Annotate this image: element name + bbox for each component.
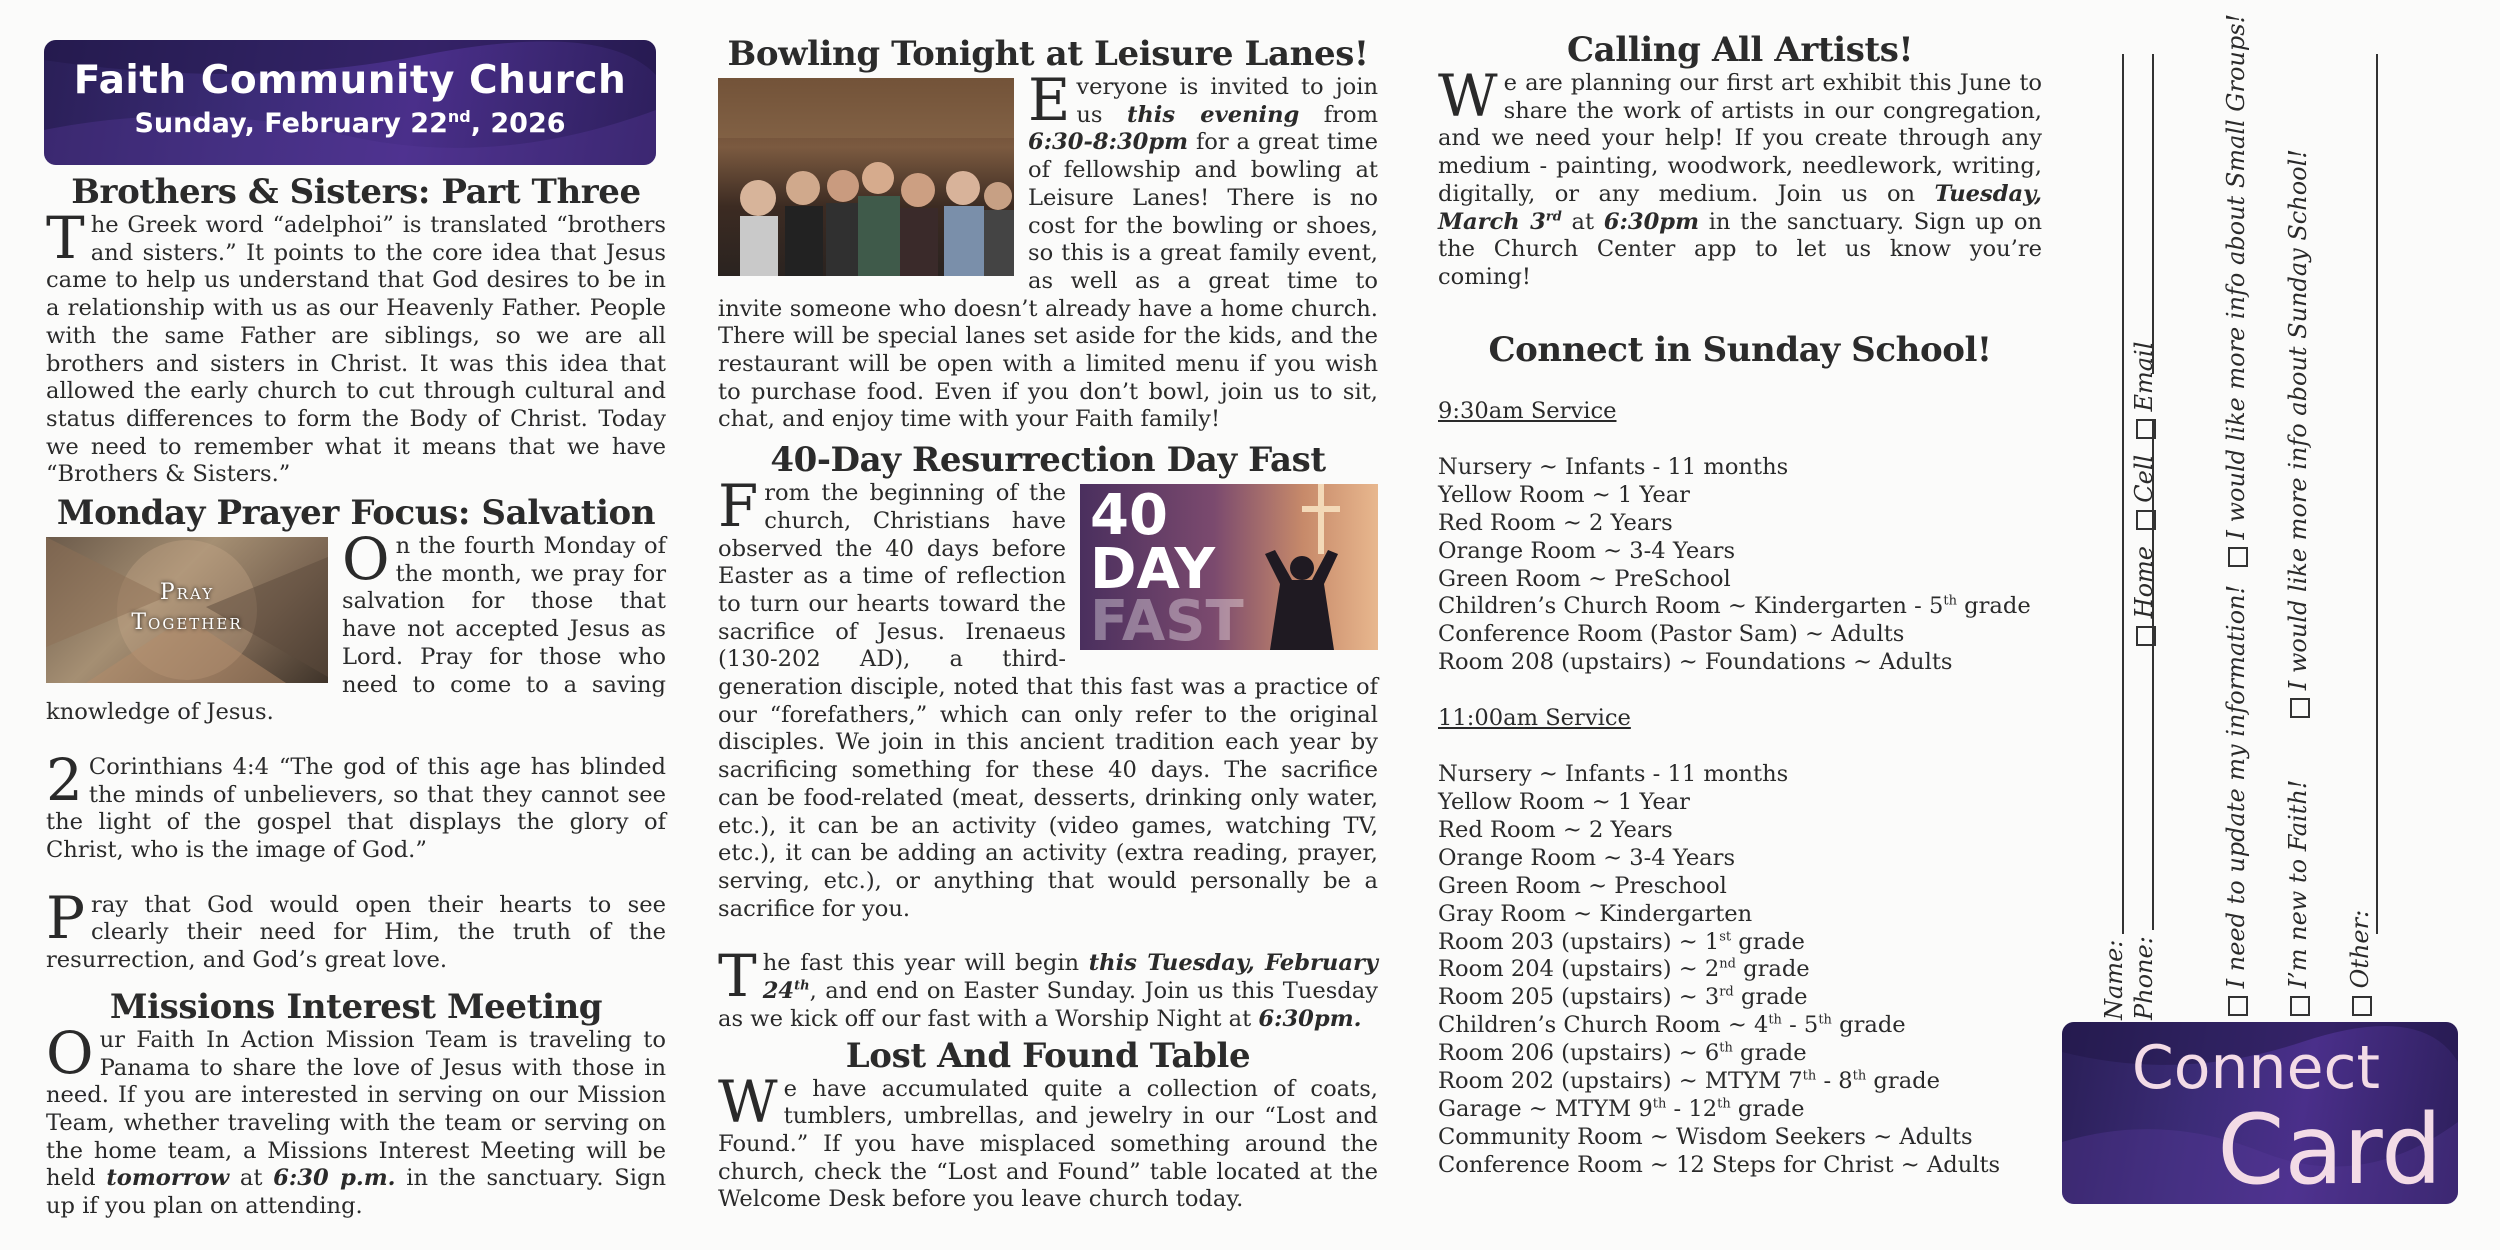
connect-card bbox=[2060, 0, 2460, 1250]
small-groups-label: I would like more info about Small Groups! bbox=[2222, 13, 2250, 540]
artists-body: We are planning our first art exhibit this June to share the work of artists in our congregation, and we need your help! If you create through any medium - painting, woodwork, needlework, writing, digitally, or any medium. Join us on Tuesday, March 3rd at 6:30pm in the sanctuary. Sign up on the Church Center app to let us know you’re coming! bbox=[1438, 62, 2043, 290]
room-item: Nursery ~ Infants - 11 months bbox=[1438, 761, 1789, 788]
bowling-body: Everyone is invited to join us this evening from 6:30-8:30pm for a great time of fellowship and bowling at Leisure Lanes! There is no cost for the bowling or shoes, so this is a great family event, as well as a great time to invite someone who doesn’t already have a home church. There will be special lanes set aside for the kids, and the restaurant will be open with a limited menu if you wish to purchase food. Even if you don’t bowl, join us to sit, chat, and enjoy time with your Faith family! bbox=[718, 66, 1378, 433]
service-930-heading: 9:30am Service bbox=[1438, 398, 1617, 424]
connect-card-banner bbox=[2062, 1022, 2458, 1204]
name-line[interactable] bbox=[2122, 54, 2124, 934]
room-item: Red Room ~ 2 Years bbox=[1438, 509, 1673, 536]
room-item: Conference Room (Pastor Sam) ~ Adults bbox=[1438, 621, 1905, 648]
email-checkbox[interactable] bbox=[2136, 419, 2156, 439]
church-name: Faith Community Church bbox=[73, 58, 627, 103]
brothers-body: The Greek word “adelphoi” is translated “brothers and sisters.” It points to the core idea that Jesus came to help us understand that God desires to be in a relationship with us as our Heavenly Father. People with the same Father are siblings, so we are all brothers and sisters in Christ. It was this idea that allowed the early church to cut through cultural and status differences to form the Body of Christ. Today we need to remember what it means that we have “Brothers & Sisters.” bbox=[46, 204, 666, 488]
cell-checkbox[interactable] bbox=[2136, 510, 2156, 530]
card-word: Card bbox=[2217, 1094, 2442, 1204]
forty-day-fast-image: 40 DAY FAST bbox=[1080, 484, 1378, 650]
new-label: I’m new to Faith! bbox=[2284, 779, 2312, 989]
bowling-title: Bowling Tonight at Leisure Lanes! bbox=[727, 34, 1369, 74]
cell-label: Cell bbox=[2130, 454, 2158, 503]
update-label: I need to update my information! bbox=[2222, 584, 2250, 989]
name-label: Name: bbox=[2100, 939, 2128, 1020]
room-item: Room 206 (upstairs) ~ 6th grade bbox=[1438, 1040, 1807, 1067]
phone-label: Phone: bbox=[2130, 936, 2158, 1020]
room-item: Room 202 (upstairs) ~ MTYM 7th - 8th grade bbox=[1438, 1068, 1940, 1095]
small-groups-checkbox[interactable] bbox=[2228, 547, 2248, 567]
fast-body: 40 DAY FAST From the beginning of the church, Christians have observed the 40 days before Easter as a time of reflection to turn our hearts toward the sacrifice of Jesus. Irenaeus (130-202 AD), a third-generation disciple, noted that this fast was a practice of our “forefathers,” which can only refer to the original disciples. We join in this ancient tradition each year by sacrificing something for these 40 days. The sacrifice can be food-related (meat, desserts, drinking only water, etc.), it can be an activity (video games, watching TV, etc.), it can be adding an activity (extra reading, prayer, serving, etc.), or anything that would personally be a sacrifice for you. The fast this year will begin this Tuesday, February 24th, and end on Easter Sunday. Join us this Tuesday as we kick off our fast with a Worship Night at 6:30pm. bbox=[718, 472, 1378, 1032]
pray-together-image: Pray Together bbox=[46, 537, 328, 683]
other-checkbox[interactable] bbox=[2352, 996, 2372, 1016]
room-item: Room 208 (upstairs) ~ Foundations ~ Adults bbox=[1438, 649, 1953, 676]
room-item: Yellow Room ~ 1 Year bbox=[1438, 788, 1690, 815]
bulletin-date: Sunday, February 22nd, 2026 bbox=[134, 107, 566, 139]
room-item: Orange Room ~ 3-4 Years bbox=[1438, 537, 1736, 564]
update-checkbox[interactable] bbox=[2228, 996, 2248, 1016]
home-label: Home bbox=[2130, 546, 2158, 619]
room-item: Room 205 (upstairs) ~ 3rd grade bbox=[1438, 984, 1808, 1011]
prayer-title: Monday Prayer Focus: Salvation bbox=[56, 493, 656, 534]
room-item: Yellow Room ~ 1 Year bbox=[1438, 481, 1690, 508]
room-item: Room 203 (upstairs) ~ 1st grade bbox=[1438, 928, 1805, 955]
sunday-school-checkbox[interactable] bbox=[2290, 698, 2310, 718]
other-label: Other: bbox=[2346, 909, 2374, 989]
service-1100-heading: 11:00am Service bbox=[1438, 705, 1631, 732]
home-checkbox[interactable] bbox=[2136, 626, 2156, 646]
room-item: Children’s Church Room ~ Kindergarten - 5th grade bbox=[1438, 593, 2031, 620]
brothers-title: Brothers & Sisters: Part Three bbox=[71, 172, 641, 212]
room-item: Conference Room ~ 12 Steps for Christ ~ Adults bbox=[1438, 1151, 2001, 1178]
room-item: Gray Room ~ Kindergarten bbox=[1438, 900, 1753, 927]
fast-title: 40-Day Resurrection Day Fast bbox=[770, 440, 1326, 481]
lost-found-body: We have accumulated quite a collection of coats, tumblers, umbrellas, and jewelry in our “Lost and Found.” If you have misplaced something around the church, check the “Lost and Found” table located at the Welcome Desk before you leave church today. bbox=[718, 1067, 1378, 1213]
bowling-photo bbox=[718, 78, 1014, 276]
service-1100-rooms bbox=[1438, 761, 2042, 1180]
room-item: Orange Room ~ 3-4 Years bbox=[1438, 844, 1736, 871]
lost-found-title: Lost And Found Table bbox=[845, 1035, 1251, 1076]
room-item: Children’s Church Room ~ 4th - 5th grade bbox=[1438, 1012, 1906, 1039]
artists-title: Calling All Artists! bbox=[1566, 30, 1914, 70]
prayer-paragraph-2: 2 Corinthians 4:4 “The god of this age has blinded the minds of unbelievers, so that they cannot see the light of the gospel that displays the glory of Christ, who is the image of God.” bbox=[46, 745, 666, 864]
room-item: Green Room ~ Preschool bbox=[1438, 872, 1727, 899]
room-item: Green Room ~ PreSchool bbox=[1438, 565, 1731, 592]
service-930-rooms bbox=[1438, 454, 2042, 677]
room-item: Room 204 (upstairs) ~ 2nd grade bbox=[1438, 956, 1810, 983]
sunday-school-label: I would like more info about Sunday School! bbox=[2284, 149, 2312, 691]
email-label: Email bbox=[2130, 341, 2158, 412]
missions-body: Our Faith In Action Mission Team is traveling to Panama to share the love of Jesus with those in need. If you are interested in serving on our Mission Team, whether traveling with the team or serving on the home team, a Missions Interest Meeting will be held tomorrow at 6:30 p.m. in the sanctuary. Sign up if you plan on attending. bbox=[46, 1018, 667, 1220]
missions-title: Missions Interest Meeting bbox=[109, 986, 603, 1027]
new-checkbox[interactable] bbox=[2290, 996, 2310, 1016]
other-line[interactable] bbox=[2376, 54, 2378, 934]
header-banner bbox=[44, 40, 656, 165]
room-item: Community Room ~ Wisdom Seekers ~ Adults bbox=[1438, 1123, 1973, 1150]
room-item: Garage ~ MTYM 9th - 12th grade bbox=[1438, 1095, 1805, 1122]
sunday-school-title: Connect in Sunday School! bbox=[1488, 330, 1992, 370]
connect-word: Connect bbox=[2131, 1033, 2380, 1103]
room-item: Red Room ~ 2 Years bbox=[1438, 816, 1673, 843]
room-item: Nursery ~ Infants - 11 months bbox=[1438, 453, 1789, 480]
prayer-paragraph-1: On the fourth Monday of the month, we pray for salvation for those that have not accepted Jesus as Lord. Pray for those who need to come to a saving knowledge of Jesus. bbox=[46, 525, 666, 726]
prayer-paragraph-3: Pray that God would open their hearts to see clearly their need for Him, the truth of the resurrection, and God’s great love. bbox=[46, 883, 666, 974]
